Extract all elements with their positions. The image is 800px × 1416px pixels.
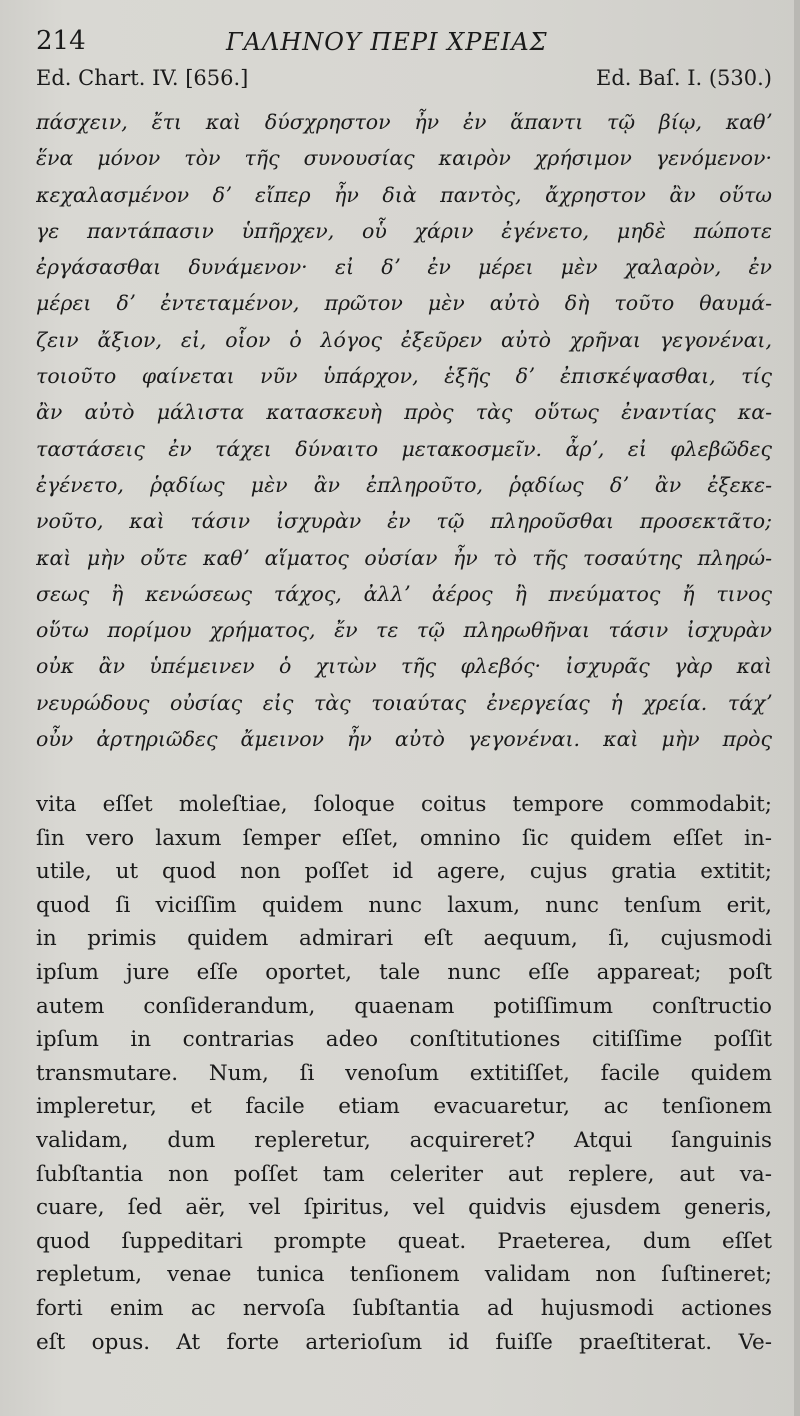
latin-line: quod ſuppeditari prompte queat. Praeterea, dum eſſet [36,1228,772,1254]
page-edge-shadow [794,0,800,1416]
greek-line: γε παντάπασιν ὑπῆρχεν, οὗ χάριν ἐγένετο, μηδὲ πώποτε [36,218,772,243]
greek-line: τοιοῦτο φαίνεται νῦν ὑπάρχον, ἑξῆς δʼ ἐπισκέψασθαι, τίς [36,364,772,389]
greek-line: οὐκ ἂν ὑπέμεινεν ὁ χιτὼν τῆς φλεβός· ἰσχυρᾶς γὰρ καὶ [36,654,772,679]
latin-line: transmutare. Num, ſi venoſum extitiſſet, facile quidem [36,1060,772,1086]
greek-line: νευρώδους οὐσίας εἰς τὰς τοιαύτας ἐνεργείας ἡ χρεία. τάχʼ [36,690,772,715]
latin-line: vita eſſet moleſtiae, ſoloque coitus tempore commodabit; [36,792,772,817]
edition-reference-left: Ed. Chart. IV. [656.] [36,66,249,90]
greek-line: οὕτω πορίμου χρήματος, ἔν τε τῷ πληρωθῆναι τάσιν ἰσχυρὰν [36,618,772,643]
greek-line: ταστάσεις ἐν τάχει δύναιτο μετακοσμεῖν. ἆρʼ, εἰ φλεβῶδες [36,436,772,461]
latin-line: ſin vero laxum ſemper eſſet, omnino ſic quidem eſſet in- [36,825,772,851]
greek-line: νοῦτο, καὶ τάσιν ἰσχυρὰν ἐν τῷ πληροῦσθαι προσεκτᾶτο; [36,509,772,534]
latin-line: ſubſtantia non poſſet tam celeriter aut replere, aut va- [36,1161,772,1187]
greek-line: οὖν ἀρτηριῶδες ἄμεινον ἦν αὐτὸ γεγονέναι. καὶ μὴν πρὸς [36,727,772,752]
greek-line: ἂν αὐτὸ μάλιστα κατασκευὴ πρὸς τὰς οὕτως ἐναντίας κα- [36,400,772,425]
greek-line: ἐργάσασθαι δυνάμενον· εἰ δʼ ἐν μέρει μὲν χαλαρὸν, ἐν [36,255,772,280]
greek-line: μέρει δʼ ἐντεταμένον, πρῶτον μὲν αὐτὸ δὴ τοῦτο θαυμά- [36,291,772,316]
greek-line: καὶ μὴν οὔτε καθʼ αἵματος οὐσίαν ἦν τὸ τῆς τοσαύτης πληρώ- [36,545,772,570]
greek-line: ἐγένετο, ῥᾳδίως μὲν ἂν ἐπληροῦτο, ῥᾳδίως δʼ ἂν ἐξεκε- [36,472,772,497]
latin-line: autem conſiderandum, quaenam potiſſimum conſtructio [36,993,772,1019]
latin-line: forti enim ac nervoſa ſubſtantia ad hujusmodi actiones [36,1295,772,1321]
latin-line: ipſum in contrarias adeo conſtitutiones citiſſime poſſit [36,1027,772,1053]
running-header [36,26,776,60]
latin-line: quod ſi viciſſim quidem nunc laxum, nunc tenſum erit, [36,892,772,918]
latin-text-block [36,788,772,1359]
edition-reference-right: Ed. Baſ. I. (530.) [596,66,772,90]
greek-line: σεως ἢ κενώσεως τάχος, ἀλλʼ ἀέρος ἢ πνεύματος ἤ τινος [36,581,772,606]
greek-line: ἕνα μόνον τὸν τῆς συνουσίας καιρὸν χρήσιμον γενόμενον· [36,146,772,171]
greek-line: πάσχειν, ἔτι καὶ δύσχρηστον ἦν ἐν ἅπαντι τῷ βίῳ, καθʼ [36,110,772,134]
latin-line: in primis quidem admirari eſt aequum, ſi, cujusmodi [36,926,772,952]
latin-line: repletum, venae tunica tenſionem validam non ſuſtineret; [36,1262,772,1288]
greek-line: κεχαλασμένον δʼ εἴπερ ἦν διὰ παντὸς, ἄχρηστον ἂν οὕτω [36,182,772,207]
latin-line: validam, dum repleretur, acquireret? Atqui ſanguinis [36,1127,772,1153]
greek-text-block [36,104,772,757]
latin-line: eſt opus. At forte arterioſum id fuiſſe praeſtiterat. Ve- [36,1329,772,1355]
page-number: 214 [36,26,86,56]
greek-line: ζειν ἄξιον, εἰ, οἷον ὁ λόγος ἐξεῦρεν αὐτὸ χρῆναι γεγονέναι, [36,327,772,352]
latin-line: impleretur, et facile etiam evacuaretur, ac tenſionem [36,1094,772,1120]
latin-line: ipſum jure eſſe oportet, tale nunc eſſe appareat; poſt [36,959,772,985]
latin-line: cuare, ſed aër, vel ſpiritus, vel quidvis ejusdem generis, [36,1195,772,1221]
latin-line: utile, ut quod non poſſet id agere, cujus gratia extitit; [36,859,772,885]
running-title: ΓΑΛΗΝΟΥ ΠΕΡΙ ΧΡΕΙΑΣ [226,28,548,56]
